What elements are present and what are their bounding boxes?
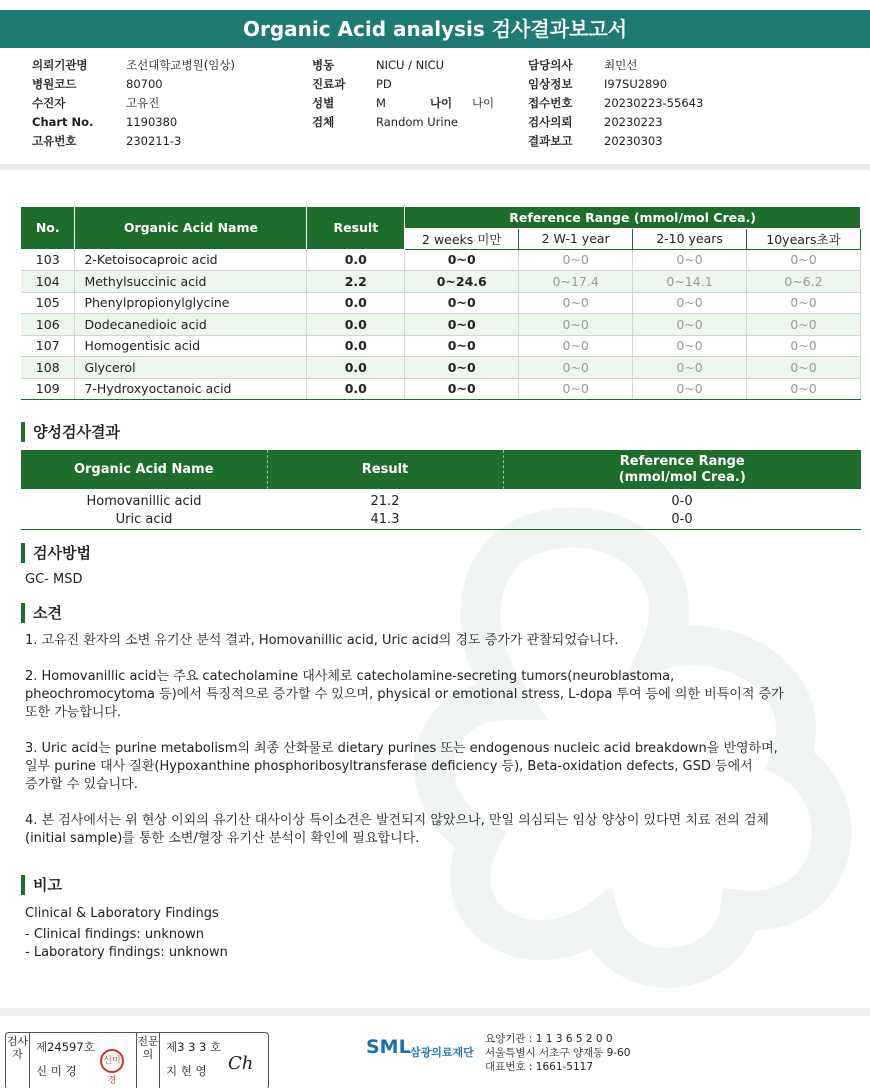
header-reference: Reference Range (mmol/mol Crea.) (405, 207, 861, 229)
sml-logo-subtitle: 삼광의료재단 (410, 1046, 474, 1059)
method-text: GC- MSD (25, 572, 83, 587)
pos-header-name: Organic Acid Name (21, 450, 267, 489)
patient-field-row (32, 113, 235, 132)
header-range-3: 2-10 years (633, 229, 747, 250)
method-heading: 검사방법 (21, 543, 91, 563)
row-acid-name: Homogentisic acid (75, 335, 307, 357)
patient-field-row (312, 56, 494, 75)
patient-field-value: 조선대학교병원(임상) (126, 58, 235, 72)
organization-line: 대표번호 : 1661-5117 (485, 1061, 594, 1073)
row-number: 103 (21, 249, 75, 271)
row-range-2-10y: 0~0 (633, 378, 747, 400)
row-range-10y: 0~0 (747, 357, 861, 379)
patient-field-label: 진료과 (312, 77, 346, 91)
row-range-10y: 0~6.2 (747, 271, 861, 293)
row-range-2weeks: 0~0 (405, 378, 519, 400)
section-divider (0, 164, 870, 170)
examiner-number: 제24597호 (36, 1040, 95, 1054)
findings-text (25, 632, 855, 866)
pos-header-reference (503, 450, 861, 489)
specialist-name: 지 현 영 (166, 1064, 207, 1078)
row-range-2weeks: 0~24.6 (405, 271, 519, 293)
patient-field-value: 80700 (126, 77, 163, 91)
row-result: 0.0 (307, 378, 405, 400)
patient-field-row (312, 75, 494, 94)
table-row (21, 335, 861, 357)
row-result: 0.0 (307, 335, 405, 357)
positive-row (21, 510, 861, 529)
sml-logo: SML (366, 1036, 411, 1058)
patient-field-row (528, 113, 703, 132)
row-range-2-10y: 0~0 (633, 335, 747, 357)
table-row (21, 292, 861, 314)
organization-info (485, 1032, 630, 1074)
row-acid-name: Glycerol (75, 357, 307, 379)
row-range-10y: 0~0 (747, 249, 861, 271)
patient-field-label: 고유번호 (32, 134, 77, 148)
findings-heading: 소견 (21, 603, 62, 623)
patient-field-label: 담당의사 (528, 58, 573, 72)
row-result: 0.0 (307, 357, 405, 379)
row-number: 108 (21, 357, 75, 379)
patient-field-value: I97SU2890 (604, 77, 668, 91)
findings-paragraph: 2. Homovanillic acid는 주요 catecholamine 대사체로 catecholamine-secreting tumors(neuroblastoma, pheochromocytoma 등)에서 특징적으로 증가할 수 있으며, physical or emotional stress, L-dopa 투여 등에 의한 비특이적 증가 또한 가능합니다. (25, 669, 784, 720)
row-number: 105 (21, 292, 75, 314)
age-label: 나이 (429, 96, 453, 110)
patient-field-label: 결과보고 (528, 134, 573, 148)
patient-field-value: NICU / NICU (376, 58, 445, 72)
positive-acid-name: Uric acid (21, 510, 267, 529)
row-range-10y: 0~0 (747, 314, 861, 336)
remarks-heading: 비고 (21, 875, 62, 895)
patient-field-row (32, 132, 235, 151)
remarks-line: - Clinical findings: unknown (25, 927, 204, 942)
patient-field-row (528, 75, 703, 94)
row-number: 106 (21, 314, 75, 336)
row-range-2weeks: 0~0 (405, 314, 519, 336)
patient-field-value: M (376, 96, 386, 110)
organization-line: 서울특별시 서초구 양재동 9-60 (485, 1047, 631, 1059)
row-range-2w-1y: 0~0 (519, 314, 633, 336)
row-range-2-10y: 0~0 (633, 314, 747, 336)
row-acid-name: Methylsuccinic acid (75, 271, 307, 293)
row-range-2w-1y: 0~17.4 (519, 271, 633, 293)
remarks-line: Clinical & Laboratory Findings (25, 906, 219, 921)
patient-info (0, 56, 870, 156)
header-no: No. (21, 207, 75, 249)
signature-box (5, 1032, 269, 1088)
row-number: 109 (21, 378, 75, 400)
patient-field-value: 20230223 (604, 115, 663, 129)
patient-field-value: 최민선 (604, 58, 638, 72)
remarks-line: - Laboratory findings: unknown (25, 945, 228, 960)
table-row (21, 249, 861, 271)
positive-results-table (21, 450, 861, 530)
table-row (21, 357, 861, 379)
organic-acid-table (21, 207, 861, 400)
patient-field-label: 검체 (312, 115, 335, 129)
specialist-label: 전문의 (136, 1033, 160, 1088)
remarks-text (25, 905, 855, 962)
findings-paragraph: 1. 고유진 환자의 소변 유기산 분석 결과, Homovanillic acid, Uric acid의 경도 증가가 관찰되었습니다. (25, 633, 619, 648)
patient-field-value: Random Urine (376, 115, 458, 129)
table-row (21, 314, 861, 336)
row-range-2weeks: 0~0 (405, 335, 519, 357)
header-range-4: 10years초과 (747, 229, 861, 250)
patient-field-value: 고유진 (126, 96, 160, 110)
examiner-label: 검사자 (6, 1033, 30, 1088)
row-range-10y: 0~0 (747, 292, 861, 314)
report-title: Organic Acid analysis 검사결과보고서 (0, 10, 870, 48)
row-range-2w-1y: 0~0 (519, 249, 633, 271)
header-range-2: 2 W-1 year (519, 229, 633, 250)
patient-info-col2 (312, 56, 494, 132)
row-range-2w-1y: 0~0 (519, 378, 633, 400)
positive-result: 21.2 (370, 494, 400, 509)
row-range-2weeks: 0~0 (405, 357, 519, 379)
patient-field-row (32, 75, 235, 94)
positive-row (21, 489, 861, 510)
patient-field-row (32, 56, 235, 75)
row-range-2-10y: 0~0 (633, 249, 747, 271)
pos-header-reference-unit: (mmol/mol Crea.) (618, 469, 746, 485)
patient-field-row (312, 94, 494, 113)
pos-header-result: Result (267, 450, 503, 489)
patient-field-label: Chart No. (32, 115, 94, 129)
patient-field-value: 1190380 (126, 115, 178, 129)
row-range-2-10y: 0~0 (633, 357, 747, 379)
row-number: 104 (21, 271, 75, 293)
row-acid-name: 2-Ketoisocaproic acid (75, 249, 307, 271)
pos-header-reference-label: Reference Range (619, 453, 745, 469)
row-result: 0.0 (307, 314, 405, 336)
row-acid-name: Dodecanedioic acid (75, 314, 307, 336)
patient-field-value: 20230303 (604, 134, 663, 148)
header-range-1: 2 weeks 미만 (405, 229, 519, 250)
positive-acid-name: Homovanillic acid (86, 494, 202, 509)
examiner-name: 신 미 경 (36, 1064, 77, 1078)
patient-field-row (528, 94, 703, 113)
findings-paragraph: 4. 본 검사에서는 위 현상 이외의 유기산 대사이상 특이소견은 발견되지 않았으나, 만일 의심되는 임상 양상이 있다면 치료 전의 검체 (initial sample)를 통한 소변/혈장 유기산 분석이 확인에 필요합니다. (25, 813, 769, 846)
patient-field-value: PD (376, 77, 392, 91)
positive-results-heading: 양성검사결과 (21, 422, 120, 442)
patient-field-label: 의뢰기관명 (32, 58, 88, 72)
patient-info-col3 (528, 56, 703, 151)
patient-field-row (528, 56, 703, 75)
patient-field-row (32, 94, 235, 113)
patient-field-label: 수진자 (32, 96, 66, 110)
patient-info-col1 (32, 56, 235, 151)
row-range-2weeks: 0~0 (405, 249, 519, 271)
header-name: Organic Acid Name (75, 207, 307, 249)
organization-line: 요양기관 : 1 1 3 6 5 2 0 0 (485, 1033, 613, 1045)
specialist-number: 제3 3 3 호 (166, 1040, 222, 1054)
examiner-seal-icon: 신미경 (100, 1049, 124, 1073)
patient-field-label: 병원코드 (32, 77, 77, 91)
row-range-10y: 0~0 (747, 335, 861, 357)
patient-field-label: 성별 (312, 96, 335, 110)
patient-field-row (312, 113, 494, 132)
patient-field-label: 검사의뢰 (528, 115, 573, 129)
patient-field-row (528, 132, 703, 151)
table-row (21, 378, 861, 400)
findings-paragraph: 3. Uric acid는 purine metabolism의 최종 산화물로 dietary purines 또는 endogenous nucleic acid breakdown을 반영하며, 일부 purine 대사 질환(Hypoxanthine phosphoribosyltransferase deficiency 등), Beta-oxidation defects, GSD 등에서 증가할 수 있습니다. (25, 741, 778, 792)
row-range-2-10y: 0~0 (633, 292, 747, 314)
row-range-2weeks: 0~0 (405, 292, 519, 314)
row-number: 107 (21, 335, 75, 357)
patient-field-value: 20230223-55643 (604, 96, 704, 110)
row-result: 2.2 (307, 271, 405, 293)
row-range-2w-1y: 0~0 (519, 357, 633, 379)
patient-field-label: 접수번호 (528, 96, 573, 110)
age-value: 나이 (471, 96, 495, 110)
row-acid-name: Phenylpropionylglycine (75, 292, 307, 314)
patient-field-label: 병동 (312, 58, 335, 72)
positive-range: 0-0 (503, 510, 861, 529)
row-acid-name: 7-Hydroxyoctanoic acid (75, 378, 307, 400)
header-result: Result (307, 207, 405, 249)
table-row (21, 271, 861, 293)
row-range-2w-1y: 0~0 (519, 292, 633, 314)
row-result: 0.0 (307, 292, 405, 314)
report-footer (0, 1008, 870, 1088)
row-range-10y: 0~0 (747, 378, 861, 400)
row-result: 0.0 (307, 249, 405, 271)
patient-field-label: 임상정보 (528, 77, 573, 91)
signature-icon: Ch (228, 1053, 254, 1074)
patient-field-value: 230211-3 (126, 134, 182, 148)
positive-result: 41.3 (267, 510, 503, 529)
row-range-2w-1y: 0~0 (519, 335, 633, 357)
row-range-2-10y: 0~14.1 (633, 271, 747, 293)
positive-range: 0-0 (671, 494, 693, 509)
